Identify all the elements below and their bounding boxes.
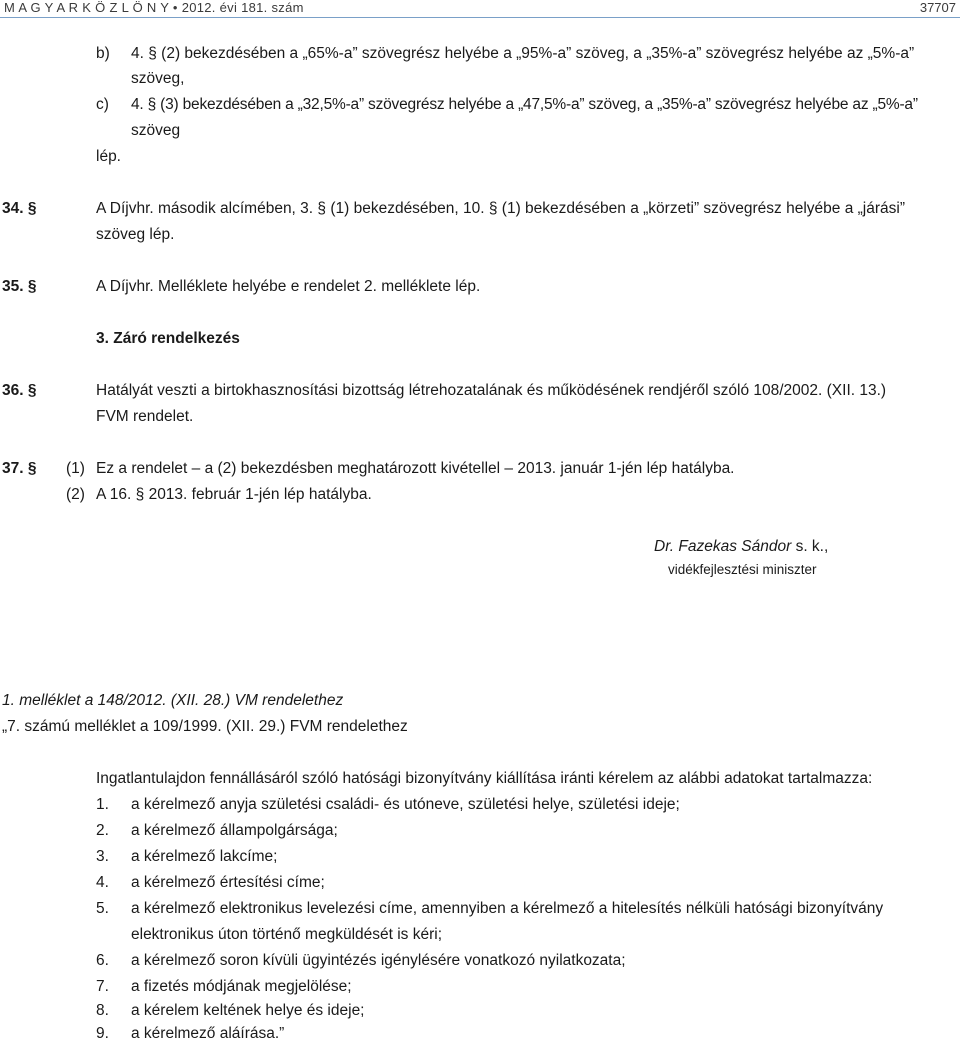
item-b-line1: 4. § (2) bekezdésében a „65%-a” szövegrész helyébe a „95%-a” szöveg, a „35%-a” szövegrész helyébe az „5%-a” — [131, 45, 915, 62]
annex-item-5-text: a kérelmező elektronikus levelezési címe, amennyiben a kérelmező a hitelesítés nélküli hatósági bizonyítvány — [131, 900, 884, 917]
header-rule — [0, 17, 960, 18]
signature-line — [654, 538, 828, 556]
annex-intro: Ingatlantulajdon fennállásáról szóló hatósági bizonyítvány kiállítása iránti kérelem az alábbi adatokat tartalmazza: — [96, 770, 873, 787]
annex-item-8-number: 8. — [96, 1002, 109, 1019]
section-34-line1: A Díjvhr. második alcímében, 3. § (1) bekezdésében, 10. § (1) bekezdésében a „körzeti” szövegrész helyébe a „járási” — [96, 200, 905, 217]
section-37-p2-label: (2) — [66, 486, 85, 503]
annex-item-1-number: 1. — [96, 796, 109, 813]
section-35-number: 35. § — [2, 278, 37, 295]
annex-subtitle: „7. számú melléklet a 109/1999. (XII. 29.) FVM rendelethez — [2, 718, 408, 735]
annex-item-9-number: 9. — [96, 1025, 109, 1042]
signature-suffix: s. k., — [791, 538, 829, 555]
annex-item-9-text: a kérelmező aláírása.” — [131, 1025, 285, 1042]
section-36-line1: Hatályát veszti a birtokhasznosítási bizottság létrehozatalának és működésének rendjéről szóló 108/2002. (XII. 13.) — [96, 382, 887, 399]
item-c-label: c) — [96, 96, 109, 113]
annex-item-6-text: a kérelmező soron kívüli ügyintézés igénylésére vonatkozó nyilatkozata; — [131, 952, 626, 969]
section-35-text: A Díjvhr. Melléklete helyébe e rendelet 2. melléklete lép. — [96, 278, 481, 295]
annex-item-2-number: 2. — [96, 822, 109, 839]
annex-item-3-text: a kérelmező lakcíme; — [131, 848, 278, 865]
signature-name: Dr. Fazekas Sándor — [654, 538, 792, 555]
annex-item-3-number: 3. — [96, 848, 109, 865]
annex-item-4-text: a kérelmező értesítési címe; — [131, 874, 325, 891]
page-number: 37707 — [919, 0, 956, 15]
journal-title: M A G Y A R K Ö Z L Ö N Y • 2012. évi 181. szám — [4, 0, 304, 15]
item-c-line1: 4. § (3) bekezdésében a „32,5%-a” szövegrész helyébe a „47,5%-a” szöveg, a „35%-a” szövegrész helyébe az „5%-a” — [131, 96, 918, 113]
section-37-p1-label: (1) — [66, 460, 85, 477]
signature-title: vidékfejlesztési miniszter — [668, 562, 817, 577]
section-37-number: 37. § — [2, 460, 37, 477]
section-37-p1: Ez a rendelet – a (2) bekezdésben meghatározott kivétellel – 2013. január 1-jén lép hatályba. — [96, 460, 735, 477]
annex-item-2-text: a kérelmező állampolgársága; — [131, 822, 338, 839]
annex-item-7-text: a fizetés módjának megjelölése; — [131, 978, 352, 995]
annex-item-6-number: 6. — [96, 952, 109, 969]
annex-item-5-text-cont: elektronikus úton történő megküldését is kéri; — [131, 926, 443, 943]
section-heading: 3. Záró rendelkezés — [96, 330, 240, 347]
section-36-line2: FVM rendelet. — [96, 408, 194, 425]
item-b-label: b) — [96, 45, 110, 62]
section-37-p2: A 16. § 2013. február 1-jén lép hatályba. — [96, 486, 372, 503]
annex-item-7-number: 7. — [96, 978, 109, 995]
section-34-number: 34. § — [2, 200, 37, 217]
annex-item-1-text: a kérelmező anyja születési családi- és utóneve, születési helye, születési ideje; — [131, 796, 680, 813]
annex-item-5-number: 5. — [96, 900, 109, 917]
section-36-number: 36. § — [2, 382, 37, 399]
lep-text: lép. — [96, 148, 121, 165]
item-c-line2: szöveg — [131, 122, 181, 139]
annex-item-8-text: a kérelem keltének helye és ideje; — [131, 1002, 365, 1019]
annex-item-4-number: 4. — [96, 874, 109, 891]
item-b-line2: szöveg, — [131, 70, 185, 87]
annex-title: 1. melléklet a 148/2012. (XII. 28.) VM rendelethez — [2, 692, 344, 709]
section-34-line2: szöveg lép. — [96, 226, 175, 243]
page-header — [0, 0, 960, 18]
